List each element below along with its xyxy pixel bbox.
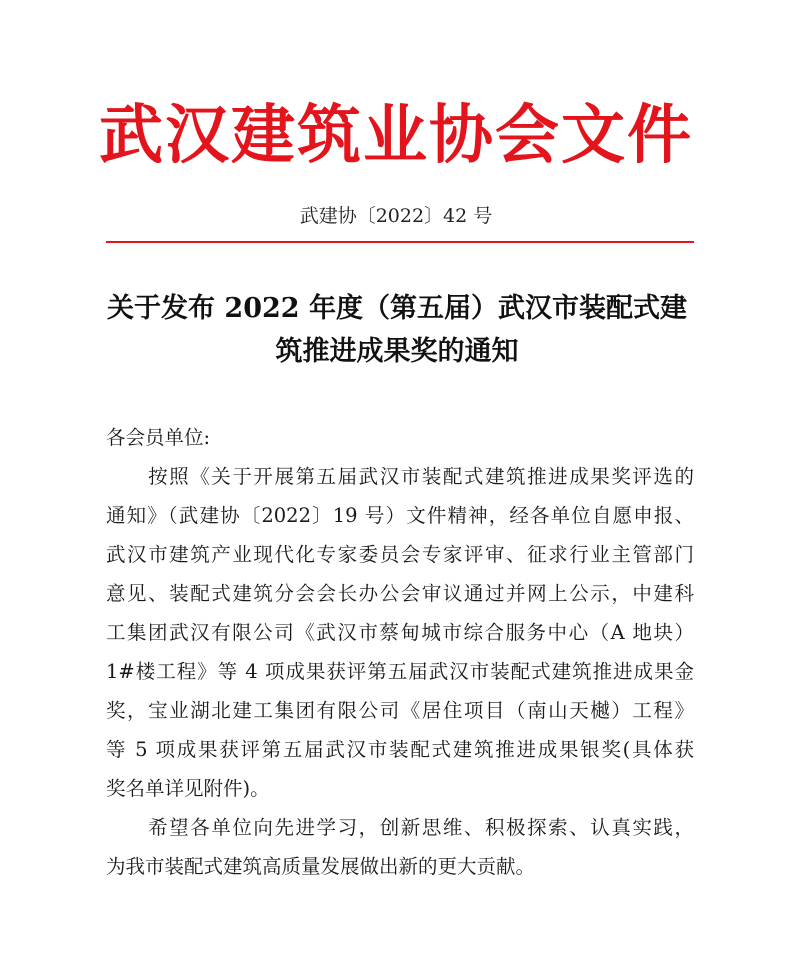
paragraph-line: 奖名单详见附件)。 xyxy=(106,777,270,800)
red-divider-line xyxy=(106,241,694,243)
paragraph-line: 通知》（武建协〔2022〕19 号）文件精神，经各单位自愿申报、 xyxy=(106,504,694,527)
paragraph-line: 等 5 项成果获评第五届武汉市装配式建筑推进成果银奖(具体获 xyxy=(106,738,694,761)
paragraph-1 xyxy=(106,457,694,808)
notice-title-line: 筑推进成果奖的通知 xyxy=(275,336,519,367)
paragraph-line: 工集团武汉有限公司《武汉市蔡甸城市综合服务中心（A 地块） xyxy=(106,621,694,644)
paragraph-line: 希望各单位向先进学习，创新思维、积极探索、认真实践， xyxy=(106,816,694,839)
paragraph-line: 按照《关于开展第五届武汉市装配式建筑推进成果奖评选的 xyxy=(106,465,694,488)
paragraph-line: 为我市装配式建筑高质量发展做出新的更大贡献。 xyxy=(106,855,536,878)
notice-body xyxy=(106,418,694,886)
document-header-title: 武汉建筑业协会文件 xyxy=(99,98,693,173)
paragraph-line: 意见、装配式建筑分会会长办公会审议通过并网上公示，中建科 xyxy=(106,582,694,605)
paragraph-line: 奖，宝业湖北建工集团有限公司《居住项目（南山天樾）工程》 xyxy=(106,699,694,722)
notice-title-line: 关于发布 2022 年度（第五届）武汉市装配式建 xyxy=(107,293,687,324)
paragraph-2 xyxy=(106,808,694,886)
salutation: 各会员单位: xyxy=(106,426,211,449)
paragraph-line: 1#楼工程》等 4 项成果获评第五届武汉市装配式建筑推进成果金 xyxy=(106,660,694,683)
document-number: 武建协〔2022〕42 号 xyxy=(299,205,493,227)
notice-title xyxy=(96,287,698,373)
paragraph-line: 武汉市建筑产业现代化专家委员会专家评审、征求行业主管部门 xyxy=(106,543,694,566)
